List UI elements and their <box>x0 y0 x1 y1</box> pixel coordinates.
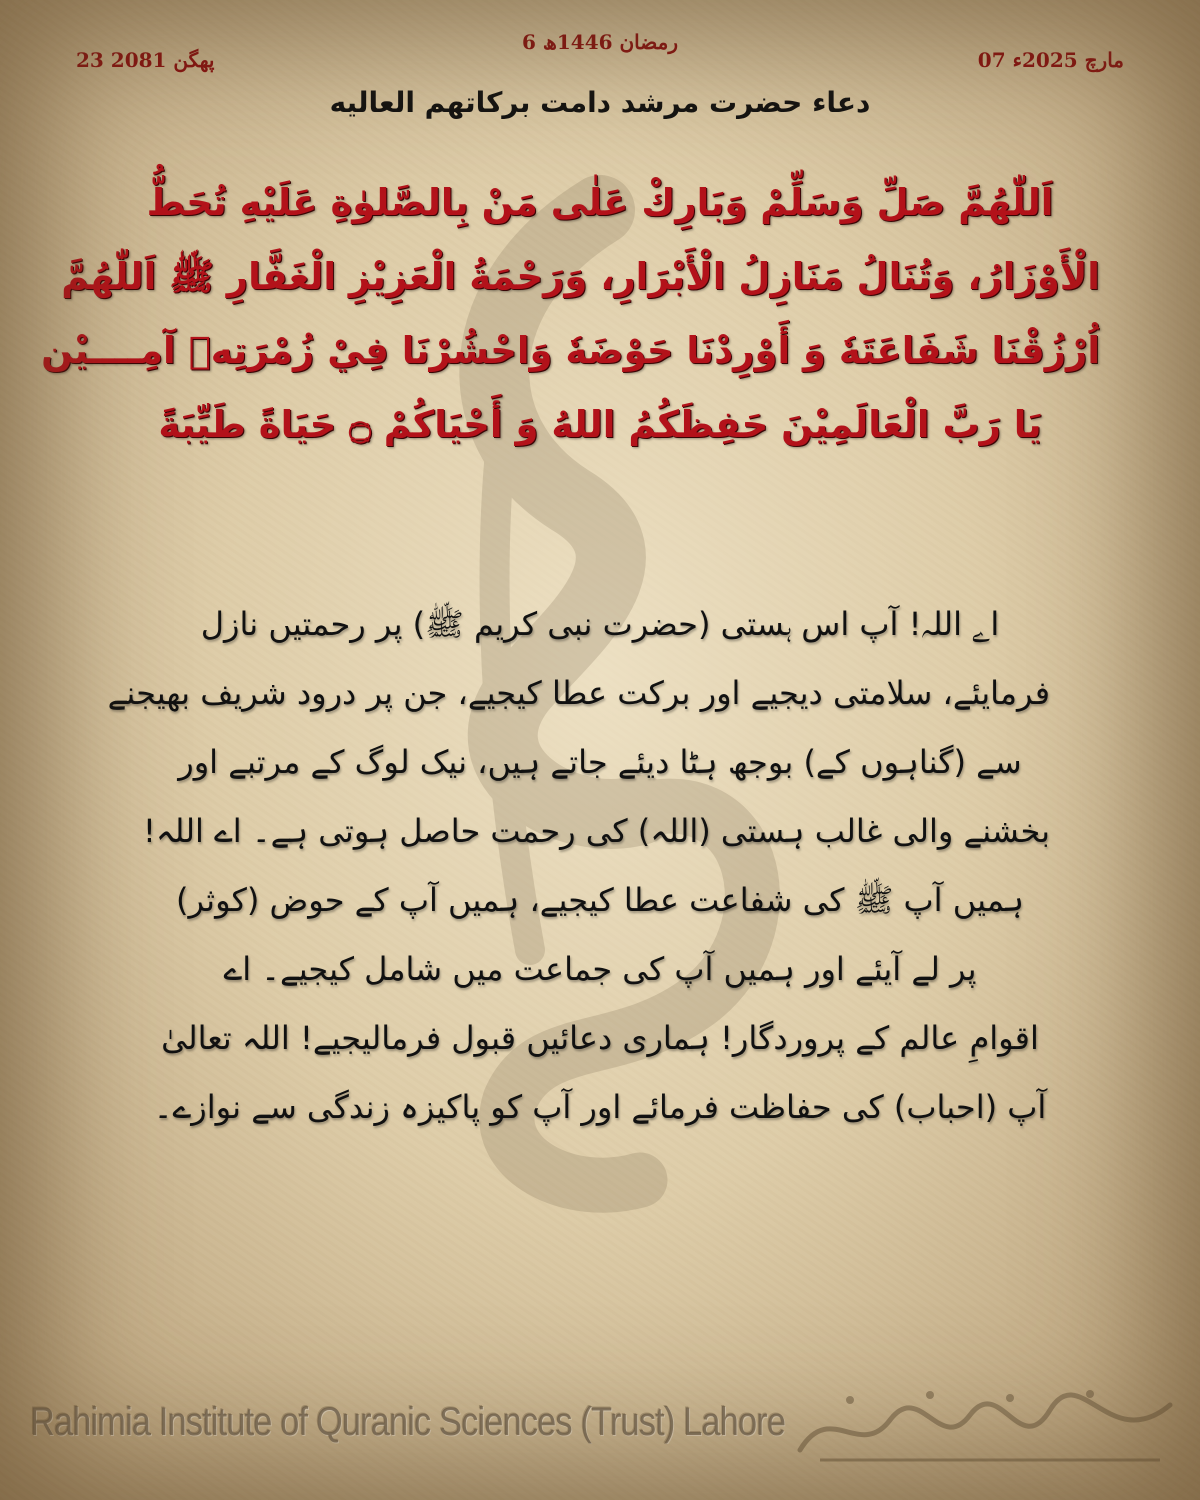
arabic-dua <box>41 166 1100 462</box>
urdu-translation-line: سے (گناہوں کے) بوجھ ہٹا دیئے جاتے ہیں، نیک لوگ کے مرتبے اور <box>178 743 1022 781</box>
institute-name-english: Rahimia Institute of Quranic Sciences (Trust) Lahore <box>30 1400 786 1444</box>
urdu-translation-line: آپ (احباب) کی حفاظت فرمائے اور آپ کو پاکیزہ زندگی سے نوازے۔ <box>153 1088 1047 1126</box>
urdu-translation-line: بخشنے والی غالب ہستی (اللہ) کی رحمت حاصل ہوتی ہے۔ اے اللہ! <box>143 812 1050 850</box>
bikrami-date: 23 پھگن 2081 <box>76 48 215 72</box>
arabic-dua-line: اُرْزُقْنَا شَفَاعَتَهٗ وَ أَوْرِدْنَا حَوْضَهٗ وَاحْشُرْنَا فِيْ زُمْرَتِهٖ آمِــــيْن <box>41 329 1100 372</box>
urdu-translation-line: اے اللہ! آپ اس ہستی (حضرت نبی کریم ﷺ) پر رحمتیں نازل <box>200 605 1000 643</box>
urdu-translation-line: پر لے آیئے اور ہمیں آپ کی جماعت میں شامل کیجیے۔ اے <box>223 950 977 988</box>
arabic-dua-line: الْأَوْزَارُ، وَتُنَالُ مَنَازِلُ الْأَبْرَارِ، وَرَحْمَةُ الْعَزِيْزِ الْغَفَّارِ ﷺ اَللّٰهُمَّ <box>61 255 1100 298</box>
urdu-translation-line: اقوامِ عالم کے پروردگار! ہماری دعائیں قبول فرمالیجیے! اللہ تعالیٰ <box>161 1019 1039 1057</box>
hijri-date: 6 رمضان 1446ھ <box>522 30 678 54</box>
dua-title: دعاء حضرت مرشد دامت برکاتهم العالیه <box>329 86 871 119</box>
arabic-dua-line: اَللّٰهُمَّ صَلِّ وَسَلِّمْ وَبَارِكْ عَلٰى مَنْ بِالصَّلوٰةِ عَلَيْهِ تُحَطُّ <box>146 181 1054 224</box>
gregorian-date: 07 مارچ 2025ء <box>977 48 1124 72</box>
arabic-dua-line: يَا رَبَّ الْعَالَمِيْنَ حَفِظَكُمُ اللهُ وَ أَحْيَاكُمْ ۝ حَيَاةً طَيِّبَةً <box>158 403 1042 446</box>
urdu-translation-line: ہمیں آپ ﷺ کی شفاعت عطا کیجیے، ہمیں آپ کے حوض (کوثر) <box>176 881 1024 919</box>
institute-calligraphy-logo-icon <box>790 1380 1180 1470</box>
urdu-translation <box>107 590 1050 1142</box>
urdu-translation-line: فرمایئے، سلامتی دیجیے اور برکت عطا کیجیے، جن پر درود شریف بھیجنے <box>107 674 1050 712</box>
